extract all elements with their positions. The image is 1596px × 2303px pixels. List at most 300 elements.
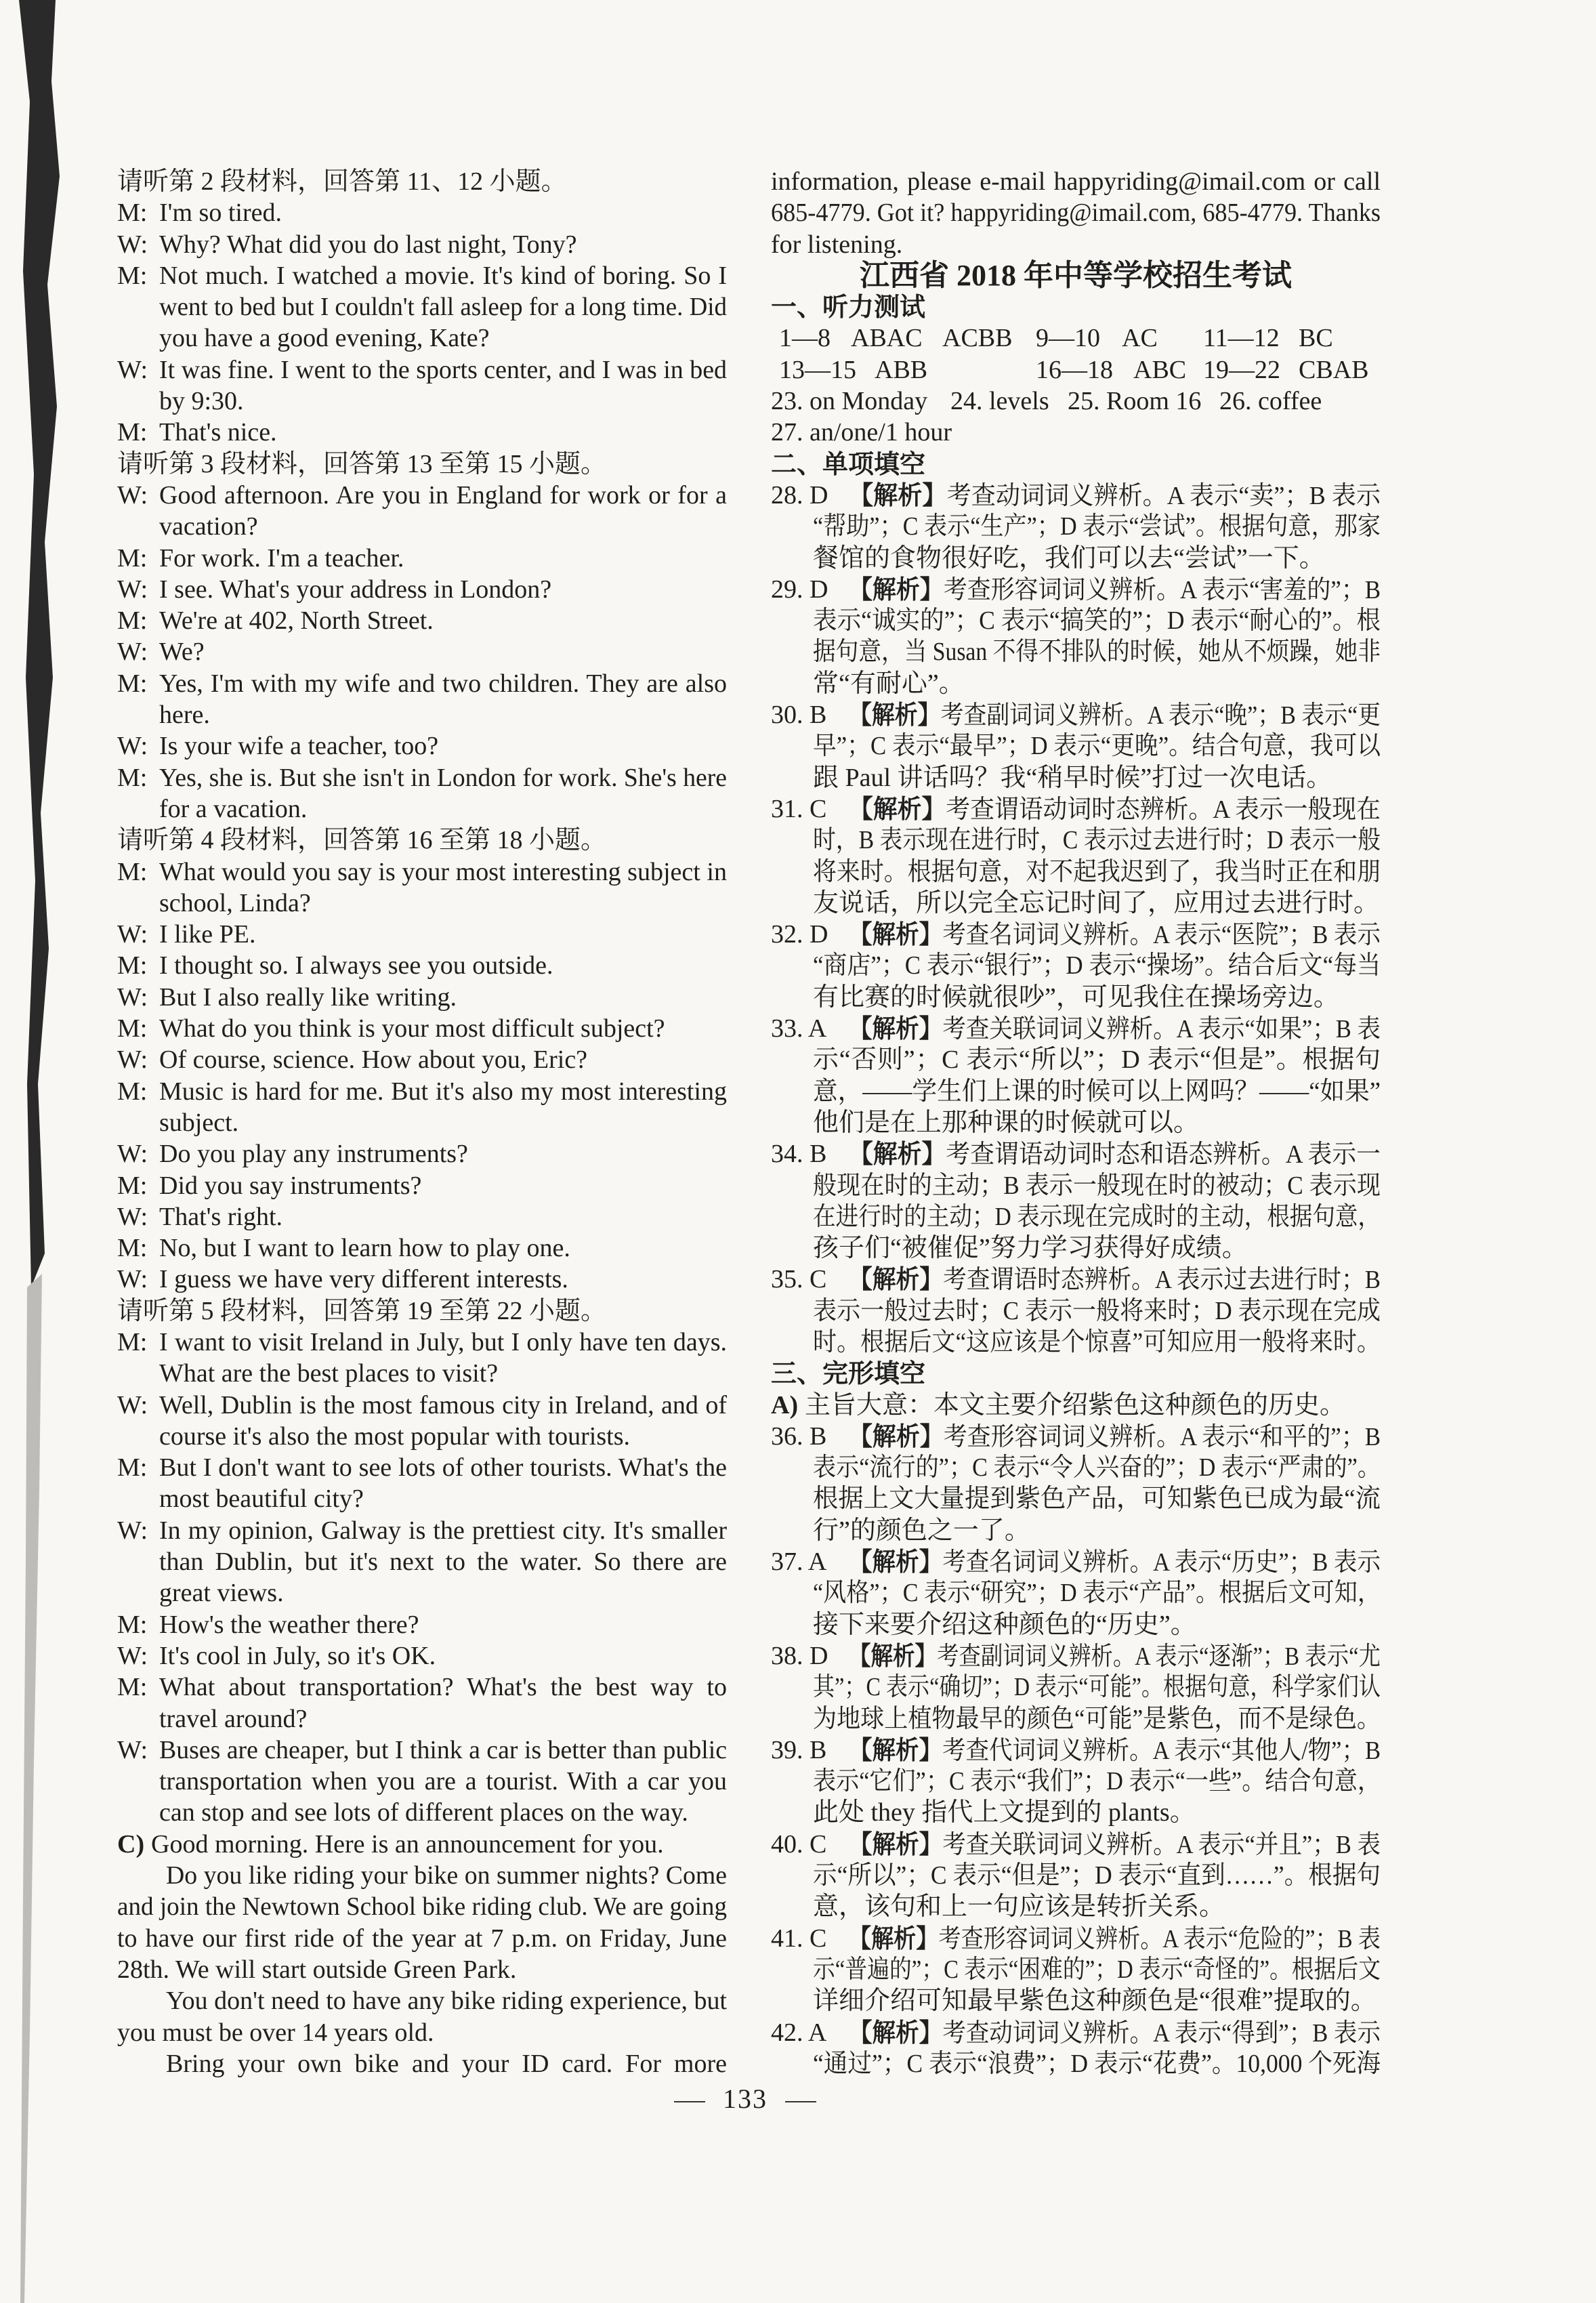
question-number: 30. B xyxy=(771,701,827,730)
speaker-label: M: xyxy=(117,1014,148,1043)
line-text-box xyxy=(159,1170,727,1201)
text-line xyxy=(117,1891,727,1922)
line-text: 【解析】考查名词词义辨析。A 表示“历史”；B 表示 xyxy=(849,1547,1381,1577)
line-text-box xyxy=(771,166,1381,197)
line-text-box xyxy=(771,1515,1381,1546)
line-text-box xyxy=(849,1013,1381,1044)
answer-key-cell: 19—22 xyxy=(1203,355,1280,384)
continuation-line xyxy=(771,1703,1381,1735)
line-text: 他们是在上那种课的时候就可以。 xyxy=(813,1108,1200,1137)
line-text-box xyxy=(159,1264,727,1295)
speaker-label: M: xyxy=(117,606,148,636)
line-text-box xyxy=(771,668,1381,699)
answer-key-cell: 26. coffee xyxy=(1219,387,1322,416)
speaker-label: W: xyxy=(117,1202,148,1231)
line-text: 【解析】考查动词词义辨析。A 表示“卖”；B 表示 xyxy=(849,480,1381,510)
answer-key-cell: ACBB xyxy=(942,324,1013,353)
dialogue-line xyxy=(117,197,727,228)
answer-explanation xyxy=(771,1546,1381,1577)
line-text-box xyxy=(159,1515,727,1546)
line-text-box xyxy=(117,386,727,417)
line-text-box xyxy=(159,982,727,1013)
line-text-box xyxy=(159,1640,727,1672)
continuation-line xyxy=(771,1452,1381,1483)
line-text-box xyxy=(849,699,1381,730)
line-text: 将来时。根据句意，对不起我迟到了，我当时正在和朋 xyxy=(813,857,1381,886)
line-text: most beautiful city? xyxy=(159,1485,364,1514)
dash-decoration xyxy=(674,2101,705,2102)
continuation-line xyxy=(117,888,727,919)
question-number: 37. A xyxy=(771,1548,827,1577)
line-text: course it's also the most popular with tourists. xyxy=(159,1422,631,1451)
dialogue-line xyxy=(117,950,727,981)
dialogue-line xyxy=(117,1515,727,1546)
dialogue-line xyxy=(117,668,727,699)
line-text-box xyxy=(771,730,1381,762)
dialogue-line xyxy=(117,730,727,762)
line-text-box xyxy=(771,1672,1381,1703)
continuation-line xyxy=(117,1107,727,1138)
continuation-line xyxy=(117,1703,727,1735)
line-text: In my opinion, Galway is the prettiest city. It's smaller xyxy=(159,1516,727,1545)
answer-explanation xyxy=(771,1640,1381,1672)
line-text: and join the Newtown School bike riding club. We are going xyxy=(117,1892,727,1922)
subsection-line xyxy=(771,1390,1381,1421)
line-text: I want to visit Ireland in July, but I only have ten days. xyxy=(159,1327,727,1356)
line-text: I'm so tired. xyxy=(159,199,282,228)
continuation-line xyxy=(117,793,727,825)
line-text-box xyxy=(159,1452,727,1483)
line-text-box xyxy=(117,1295,727,1327)
line-text-box xyxy=(849,1421,1381,1452)
speaker-label: M: xyxy=(117,1077,148,1106)
explanation-tag: 【解析】 xyxy=(849,1421,944,1451)
explanation-tag: 【解析】 xyxy=(849,2017,943,2048)
explanation-tag: 【解析】 xyxy=(849,574,944,604)
line-text: for a vacation. xyxy=(159,794,308,823)
speaker-label: W: xyxy=(117,480,148,510)
line-text-box xyxy=(849,480,1381,511)
line-text: than Dublin, but it's next to the water. So there are xyxy=(159,1548,727,1577)
line-text: 意，该句和上一句应该是转折关系。 xyxy=(813,1892,1225,1922)
dialogue-line xyxy=(117,1672,727,1703)
line-text-box xyxy=(159,1672,727,1703)
line-text: 【解析】考查谓语动词时态辨析。A 表示一般现在 xyxy=(849,793,1381,824)
question-number: 31. C xyxy=(771,794,827,823)
continuation-line xyxy=(117,699,727,730)
speaker-label: M: xyxy=(117,199,148,228)
line-text: you must be over 14 years old. xyxy=(117,2018,434,2047)
line-text: 早”；C 表示“最早”；D 表示“更晚”。结合句意，我可以 xyxy=(813,732,1381,761)
line-text: “风格”；C 表示“研究”；D 表示“产品”。根据后文可知， xyxy=(813,1579,1381,1608)
line-text: 【解析】考查形容词词义辨析。A 表示“害羞的”；B xyxy=(849,574,1381,604)
line-text-box xyxy=(117,291,727,323)
line-text: Do you play any instruments? xyxy=(159,1140,468,1169)
dialogue-line xyxy=(117,574,727,605)
answer-explanation xyxy=(771,1138,1381,1169)
continuation-line xyxy=(771,950,1381,981)
line-text: 【解析】考查动词词义辨析。A 表示“得到”；B 表示 xyxy=(849,2017,1381,2048)
continuation-line xyxy=(771,1672,1381,1703)
line-text: school, Linda? xyxy=(159,888,311,917)
line-text: 28th. We will start outside Green Park. xyxy=(117,1955,517,1984)
line-text-box xyxy=(771,888,1381,919)
line-text-box xyxy=(117,449,727,480)
line-text: For work. I'm a teacher. xyxy=(159,543,404,573)
dialogue-line xyxy=(117,543,727,574)
line-text-box xyxy=(849,1264,1381,1295)
line-text: Well, Dublin is the most famous city in Ireland, and of xyxy=(159,1390,727,1419)
answer-explanation xyxy=(771,1829,1381,1860)
answer-key-cell: ABAC xyxy=(851,324,923,353)
line-text-box xyxy=(771,1577,1381,1609)
line-text: 【解析】考查形容词词义辨析。A 表示“和平的”；B xyxy=(849,1421,1381,1451)
line-text-box xyxy=(159,1390,727,1421)
continuation-line xyxy=(117,1577,727,1609)
line-text-box xyxy=(771,229,1381,260)
continuation-line xyxy=(117,1358,727,1389)
continuation-line xyxy=(771,1076,1381,1107)
line-text: 示“所以”；C 表示“但是”；D 表示“直到……”。根据句 xyxy=(813,1861,1381,1890)
line-text-box xyxy=(117,1860,727,1891)
answer-explanation xyxy=(771,2017,1381,2048)
line-text: Is your wife a teacher, too? xyxy=(159,732,439,761)
line-text: for listening. xyxy=(771,230,903,259)
line-text: Yes, I'm with my wife and two children. They are also xyxy=(159,669,727,698)
speaker-label: M: xyxy=(117,1234,148,1263)
speaker-label: W: xyxy=(117,1265,148,1294)
line-text-box xyxy=(771,825,1381,856)
line-text: 请听第 5 段材料，回答第 19 至第 22 小题。 xyxy=(117,1296,607,1325)
answer-key-cell: BC xyxy=(1299,324,1333,353)
continuation-line xyxy=(771,1483,1381,1514)
speaker-label: W: xyxy=(117,1045,148,1075)
line-text: 表示“流行的”；C 表示“令人兴奋的”；D 表示“严肃的”。 xyxy=(813,1453,1381,1482)
line-text-box xyxy=(849,1829,1381,1860)
line-text-box xyxy=(117,1985,727,2016)
line-text: How's the weather there? xyxy=(159,1610,419,1639)
line-text-box xyxy=(771,1766,1381,1797)
line-text-box xyxy=(771,1295,1381,1327)
answer-key-cell: ABB xyxy=(875,355,928,384)
speaker-label: W: xyxy=(117,1390,148,1419)
continuation-line xyxy=(117,323,727,354)
line-text: 示“否则”；C 表示“所以”；D 表示“但是”。根据句 xyxy=(813,1045,1381,1075)
question-number: 29. D xyxy=(771,575,828,604)
line-text: 【解析】考查关联词词义辨析。A 表示“并且”；B 表 xyxy=(849,1829,1381,1859)
line-text-box xyxy=(159,1076,727,1107)
dialogue-line xyxy=(117,354,727,386)
line-text: 一、听力测试 xyxy=(771,292,926,323)
line-text-box xyxy=(159,543,727,574)
question-number: 42. A xyxy=(771,2018,827,2047)
line-text-box xyxy=(771,982,1381,1013)
line-text: “通过”；C 表示“浪费”；D 表示“花费”。10,000 个死海 xyxy=(813,2049,1381,2078)
line-text-box xyxy=(771,1170,1381,1201)
line-text: 【解析】考查谓语时态辨析。A 表示过去进行时；B xyxy=(849,1264,1381,1295)
question-number: 40. C xyxy=(771,1829,827,1859)
line-text-box xyxy=(771,1703,1381,1735)
line-text: Good afternoon. Are you in England for work or for a xyxy=(159,480,727,510)
speaker-label: M: xyxy=(117,669,148,698)
paragraph-start xyxy=(117,1860,727,1891)
line-text-box xyxy=(771,417,1381,448)
answer-key-row xyxy=(771,354,1381,386)
line-text: Of course, science. How about you, Eric? xyxy=(159,1045,588,1075)
line-text-box xyxy=(159,260,727,291)
answer-explanation xyxy=(771,1923,1381,1954)
section-instruction xyxy=(117,825,727,856)
explanation-tag: 【解析】 xyxy=(849,1264,944,1295)
line-text-box xyxy=(771,1076,1381,1107)
line-text-box xyxy=(771,636,1381,667)
dialogue-line xyxy=(117,856,727,888)
line-text-box xyxy=(117,1483,727,1514)
line-text: 【解析】考查代词词义辨析。A 表示“其他人/物”；B xyxy=(849,1735,1381,1765)
continuation-line xyxy=(771,982,1381,1013)
line-text-box xyxy=(117,793,727,825)
speaker-label: W: xyxy=(117,230,148,259)
question-number: 39. B xyxy=(771,1735,827,1764)
text-line xyxy=(771,197,1381,228)
line-text: We're at 402, North Street. xyxy=(159,606,434,636)
line-text-box xyxy=(771,2048,1381,2079)
line-text: 般现在时的主动；B 表示一般现在时的被动；C 表示现 xyxy=(813,1171,1381,1200)
dialogue-line xyxy=(117,1609,727,1640)
line-text-box xyxy=(159,919,727,950)
line-text: 请听第 4 段材料，回答第 16 至第 18 小题。 xyxy=(117,826,607,855)
dialogue-line xyxy=(117,260,727,291)
answer-explanation xyxy=(771,1013,1381,1044)
text-line xyxy=(771,417,1381,448)
dialogue-line xyxy=(117,417,727,448)
line-text-box xyxy=(849,1546,1381,1577)
dialogue-line xyxy=(117,1013,727,1044)
continuation-line xyxy=(771,825,1381,856)
line-text-box xyxy=(159,229,727,260)
dialogue-line xyxy=(117,636,727,667)
continuation-line xyxy=(771,1797,1381,1828)
question-number: 35. C xyxy=(771,1265,827,1294)
line-text-box xyxy=(771,1358,1381,1389)
continuation-line xyxy=(771,1107,1381,1138)
dialogue-line xyxy=(117,1076,727,1107)
line-text-box xyxy=(151,1829,727,1860)
line-text-box xyxy=(849,1735,1381,1766)
right-column xyxy=(771,166,1381,2079)
line-text: travel around? xyxy=(159,1704,308,1733)
line-text-box xyxy=(771,1797,1381,1828)
line-text-box xyxy=(771,197,1381,228)
line-text: 请听第 2 段材料，回答第 11、12 小题。 xyxy=(117,167,567,196)
answer-key-row xyxy=(771,386,1381,417)
continuation-line xyxy=(771,1295,1381,1327)
line-text-box xyxy=(771,762,1381,793)
continuation-line xyxy=(771,1860,1381,1891)
line-text: What about transportation? What's the best way to xyxy=(159,1673,727,1702)
line-text: 表示“它们”；C 表示“我们”；D 表示“一些”。结合句意， xyxy=(813,1767,1381,1796)
answer-key-cell: 25. Room 16 xyxy=(1068,387,1202,416)
line-text: 孩子们“被催促”努力学习获得好成绩。 xyxy=(813,1234,1248,1263)
question-number: 38. D xyxy=(771,1641,828,1670)
continuation-line xyxy=(771,1891,1381,1922)
line-text: great views. xyxy=(159,1579,284,1608)
speaker-label: M: xyxy=(117,418,148,447)
line-text: That's nice. xyxy=(159,418,277,447)
continuation-line xyxy=(771,511,1381,542)
line-text-box xyxy=(771,1201,1381,1232)
line-text-box xyxy=(159,1013,727,1044)
line-text-box xyxy=(849,919,1381,950)
text-line xyxy=(117,1923,727,1954)
line-text: 有比赛的时候就很吵”，可见我住在操场旁边。 xyxy=(813,982,1339,1012)
line-text-box xyxy=(117,1577,727,1609)
line-text: 为地球上植物最早的颜色“可能”是紫色，而不是绿色。 xyxy=(813,1704,1381,1733)
line-text-box xyxy=(117,1891,727,1922)
line-text: I thought so. I always see you outside. xyxy=(159,951,553,980)
answer-explanation xyxy=(771,480,1381,511)
line-text: 时。根据后文“这应该是个惊喜”可知应用一般将来时。 xyxy=(813,1327,1381,1356)
continuation-line xyxy=(117,1766,727,1797)
line-text-box xyxy=(159,1327,727,1358)
dialogue-line xyxy=(117,1735,727,1766)
speaker-label: M: xyxy=(117,543,148,573)
line-text-box xyxy=(117,166,727,197)
line-text-box xyxy=(159,730,727,762)
answer-key-cell: CBAB xyxy=(1299,355,1369,384)
answer-key-cell: 24. levels xyxy=(950,387,1049,416)
dialogue-line xyxy=(117,919,727,950)
line-text-box xyxy=(117,1766,727,1797)
speaker-label: M: xyxy=(117,1453,148,1482)
line-text: subject. xyxy=(159,1108,239,1137)
line-text: information, please e-mail happyriding@imail.com or call xyxy=(771,167,1381,196)
line-text: 接下来要介绍这种颜色的“历史”。 xyxy=(813,1610,1196,1639)
line-text: Music is hard for me. But it's also my most interesting xyxy=(159,1077,727,1106)
answer-explanation xyxy=(771,574,1381,605)
line-text: Buses are cheaper, but I think a car is better than public xyxy=(159,1735,727,1764)
line-text: Do you like riding your bike on summer nights? Come xyxy=(166,1861,727,1890)
continuation-line xyxy=(771,668,1381,699)
section-heading xyxy=(771,449,1381,480)
continuation-line xyxy=(117,386,727,417)
line-text-box xyxy=(117,1107,727,1138)
line-text: What do you think is your most difficult subject? xyxy=(159,1014,665,1043)
line-text-box xyxy=(771,449,1381,480)
continuation-line xyxy=(117,1797,727,1828)
line-text-box xyxy=(771,1609,1381,1640)
line-text-box xyxy=(771,1044,1381,1075)
line-text: 685-4779. Got it? happyriding@imail.com, 685-4779. Thanks xyxy=(771,199,1381,228)
dialogue-line xyxy=(117,1138,727,1169)
line-text-box xyxy=(117,825,727,856)
line-text: 友说话，所以完全忘记时间了，应用过去进行时。 xyxy=(813,888,1380,917)
line-text: 在进行时的主动；D 表示现在完成时的主动，根据句意， xyxy=(813,1202,1381,1231)
section-instruction xyxy=(117,1295,727,1327)
continuation-line xyxy=(771,888,1381,919)
text-line xyxy=(117,2017,727,2048)
dialogue-line xyxy=(117,1044,727,1075)
line-text-box xyxy=(159,1044,727,1075)
line-text: you have a good evening, Kate? xyxy=(159,324,490,353)
explanation-tag: 【解析】 xyxy=(849,1829,943,1859)
speaker-label: M: xyxy=(117,857,148,886)
dialogue-line xyxy=(117,1264,727,1295)
line-text-box xyxy=(117,1703,727,1735)
subsection-line xyxy=(117,1829,727,1860)
line-text: went to bed but I couldn't fall asleep for a long time. Did xyxy=(159,293,727,322)
line-text: No, but I want to learn how to play one. xyxy=(159,1234,570,1263)
left-column xyxy=(117,166,727,2079)
line-text-box xyxy=(117,1421,727,1452)
text-line xyxy=(117,1954,727,1985)
line-text-box xyxy=(159,1138,727,1169)
speaker-label: W: xyxy=(117,732,148,761)
line-text-box xyxy=(159,1609,727,1640)
continuation-line xyxy=(771,1170,1381,1201)
dialogue-line xyxy=(117,1327,727,1358)
line-text: 江西省 2018 年中等学校招生考试 xyxy=(860,258,1292,292)
continuation-line xyxy=(117,1483,727,1514)
line-text: 【解析】考查副词词义辨析。A 表示“逐渐”；B 表示“尤 xyxy=(849,1640,1381,1671)
line-text: I guess we have very different interests. xyxy=(159,1265,568,1294)
continuation-line xyxy=(771,1515,1381,1546)
line-text: I see. What's your address in London? xyxy=(159,575,552,604)
line-text: can stop and see lots of different places on the way. xyxy=(159,1798,688,1827)
line-text-box xyxy=(849,793,1381,825)
answer-key-cell: 13—15 xyxy=(779,355,856,384)
speaker-label: W: xyxy=(117,1641,148,1670)
line-text-box xyxy=(159,950,727,981)
continuation-line xyxy=(117,291,727,323)
answer-explanation xyxy=(771,1421,1381,1452)
answer-key-cell: 9—10 xyxy=(1036,324,1100,353)
explanation-tag: 【解析】 xyxy=(849,1923,939,1953)
line-text: It's cool in July, so it's OK. xyxy=(159,1641,436,1670)
explanation-tag: 【解析】 xyxy=(849,1014,943,1044)
question-number: 41. C xyxy=(771,1924,827,1953)
speaker-label: W: xyxy=(117,1516,148,1545)
answer-key-cell: 16—18 xyxy=(1036,355,1113,384)
line-text-box xyxy=(805,1390,1381,1421)
question-number: 33. A xyxy=(771,1014,827,1043)
line-text: 常“有耐心”。 xyxy=(813,669,965,698)
answer-key-cell: 11—12 xyxy=(1203,324,1280,353)
line-text-box xyxy=(771,543,1381,574)
dash-decoration xyxy=(785,2101,816,2102)
line-text-box xyxy=(159,636,727,667)
line-text-box xyxy=(849,1923,1381,1954)
continuation-line xyxy=(771,1044,1381,1075)
line-text: 示“普遍的”；C 表示“困难的”；D 表示“奇怪的”。根据后文 xyxy=(813,1955,1381,1984)
line-text: Did you say instruments? xyxy=(159,1171,422,1200)
exam-title xyxy=(771,260,1381,291)
line-text: It was fine. I went to the sports center, and I was in bed xyxy=(159,355,727,384)
line-text-box xyxy=(159,480,727,511)
line-text-box xyxy=(159,1735,727,1766)
continuation-line xyxy=(771,1201,1381,1232)
dialogue-line xyxy=(117,1452,727,1483)
line-text: 据句意，当 Susan 不得不排队的时候，她从不烦躁，她非 xyxy=(813,638,1381,667)
continuation-line xyxy=(771,543,1381,574)
explanation-tag: 【解析】 xyxy=(849,700,941,730)
speaker-label: W: xyxy=(117,1140,148,1169)
line-text: But I also really like writing. xyxy=(159,982,457,1012)
line-text: 27. an/one/1 hour xyxy=(771,418,952,447)
subsection-label: C) xyxy=(117,1829,145,1859)
continuation-line xyxy=(771,1327,1381,1358)
dialogue-line xyxy=(117,605,727,636)
